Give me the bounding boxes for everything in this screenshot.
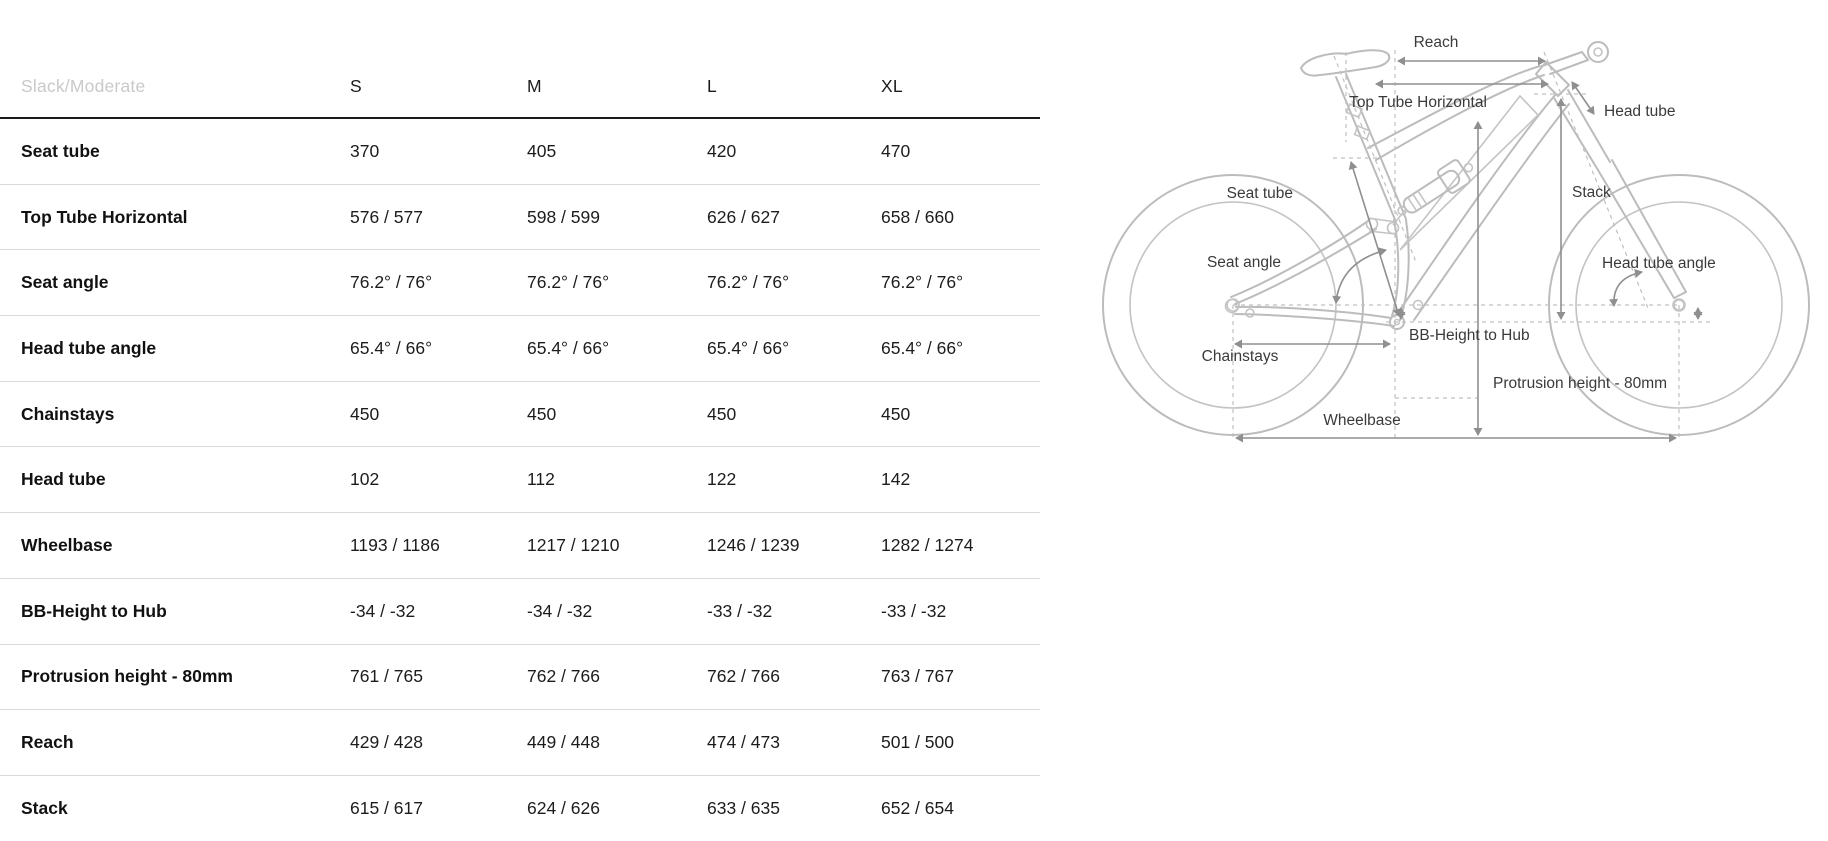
row-value: 450 (527, 403, 557, 424)
label-reach: Reach (1413, 34, 1459, 51)
row-value: 429 / 428 (350, 732, 423, 753)
row-value: 658 / 660 (881, 206, 954, 227)
row-value: 76.2° / 76° (881, 272, 964, 293)
label-seat-angle: Seat angle (1206, 254, 1282, 271)
row-label: Wheelbase (21, 534, 113, 555)
table-row (0, 119, 1040, 185)
row-value: 142 (881, 469, 911, 490)
table-row (0, 316, 1040, 382)
row-value: 65.4° / 66° (527, 337, 610, 358)
row-value: 1246 / 1239 (707, 534, 800, 555)
row-value: 76.2° / 76° (527, 272, 610, 293)
column-header-xl: XL (881, 76, 903, 96)
row-value: 1217 / 1210 (527, 534, 620, 555)
table-row (0, 513, 1040, 579)
row-value: 474 / 473 (707, 732, 780, 753)
label-seat-tube: Seat tube (1226, 185, 1293, 202)
row-value: -33 / -32 (707, 600, 773, 621)
column-header-m: M (527, 76, 542, 96)
bike-diagram-svg (948, 10, 1828, 450)
row-value: 450 (350, 403, 380, 424)
row-value: 122 (707, 469, 737, 490)
row-value: 370 (350, 140, 380, 161)
table-header-row (0, 0, 1040, 119)
row-label: Chainstays (21, 403, 115, 424)
row-value: 1193 / 1186 (350, 534, 440, 555)
row-label: Protrusion height - 80mm (21, 666, 233, 687)
column-header-l: L (707, 76, 717, 96)
row-value: -33 / -32 (881, 600, 947, 621)
row-value: -34 / -32 (527, 600, 593, 621)
bike-frame-icon (1226, 42, 1687, 329)
row-value: 762 / 766 (707, 666, 780, 687)
row-value: 449 / 448 (527, 732, 600, 753)
table-row (0, 447, 1040, 513)
row-label: Seat angle (21, 272, 109, 293)
row-value: 65.4° / 66° (707, 337, 790, 358)
row-value: 76.2° / 76° (350, 272, 433, 293)
diagram-labels (1202, 34, 1716, 429)
row-value: 598 / 599 (527, 206, 600, 227)
bike-geometry-diagram (948, 10, 1828, 450)
row-label: Top Tube Horizontal (21, 206, 188, 227)
label-head-tube: Head tube (1604, 103, 1676, 120)
label-chainstays: Chainstays (1201, 348, 1279, 365)
label-bb-height: BB-Height to Hub (1409, 327, 1530, 344)
row-value: 762 / 766 (527, 666, 600, 687)
label-top-tube: Top Tube Horizontal (1349, 94, 1487, 111)
table-row (0, 382, 1040, 448)
row-value: 1282 / 1274 (881, 534, 974, 555)
label-wheelbase: Wheelbase (1323, 412, 1401, 429)
row-value: 761 / 765 (350, 666, 423, 687)
row-value: 633 / 635 (707, 797, 780, 818)
row-value: 576 / 577 (350, 206, 423, 227)
label-head-tube-angle: Head tube angle (1602, 255, 1716, 272)
row-value: 450 (707, 403, 737, 424)
table-corner-label: Slack/Moderate (21, 76, 146, 96)
row-value: 624 / 626 (527, 797, 600, 818)
label-stack: Stack (1572, 184, 1611, 201)
row-value: 652 / 654 (881, 797, 954, 818)
row-value: 76.2° / 76° (707, 272, 790, 293)
row-label: Head tube angle (21, 337, 157, 358)
column-header-s: S (350, 76, 362, 96)
row-value: 501 / 500 (881, 732, 954, 753)
row-value: 615 / 617 (350, 797, 423, 818)
row-value: 65.4° / 66° (881, 337, 964, 358)
row-label: Seat tube (21, 140, 100, 161)
row-value: 763 / 767 (881, 666, 954, 687)
row-value: 450 (881, 403, 911, 424)
row-value: 65.4° / 66° (350, 337, 433, 358)
row-value: 405 (527, 140, 557, 161)
table-row (0, 645, 1040, 711)
row-value: -34 / -32 (350, 600, 416, 621)
row-value: 470 (881, 140, 911, 161)
table-row (0, 185, 1040, 251)
label-protrusion: Protrusion height - 80mm (1493, 375, 1668, 392)
row-value: 112 (527, 469, 555, 490)
table-row (0, 710, 1040, 776)
row-label: Head tube (21, 469, 106, 490)
row-value: 102 (350, 469, 380, 490)
table-row (0, 250, 1040, 316)
table-body (0, 119, 1040, 841)
row-label: BB-Height to Hub (21, 600, 167, 621)
row-label: Reach (21, 732, 74, 753)
table-row (0, 579, 1040, 645)
row-label: Stack (21, 797, 68, 818)
table-row (0, 776, 1040, 841)
row-value: 420 (707, 140, 737, 161)
row-value: 626 / 627 (707, 206, 780, 227)
